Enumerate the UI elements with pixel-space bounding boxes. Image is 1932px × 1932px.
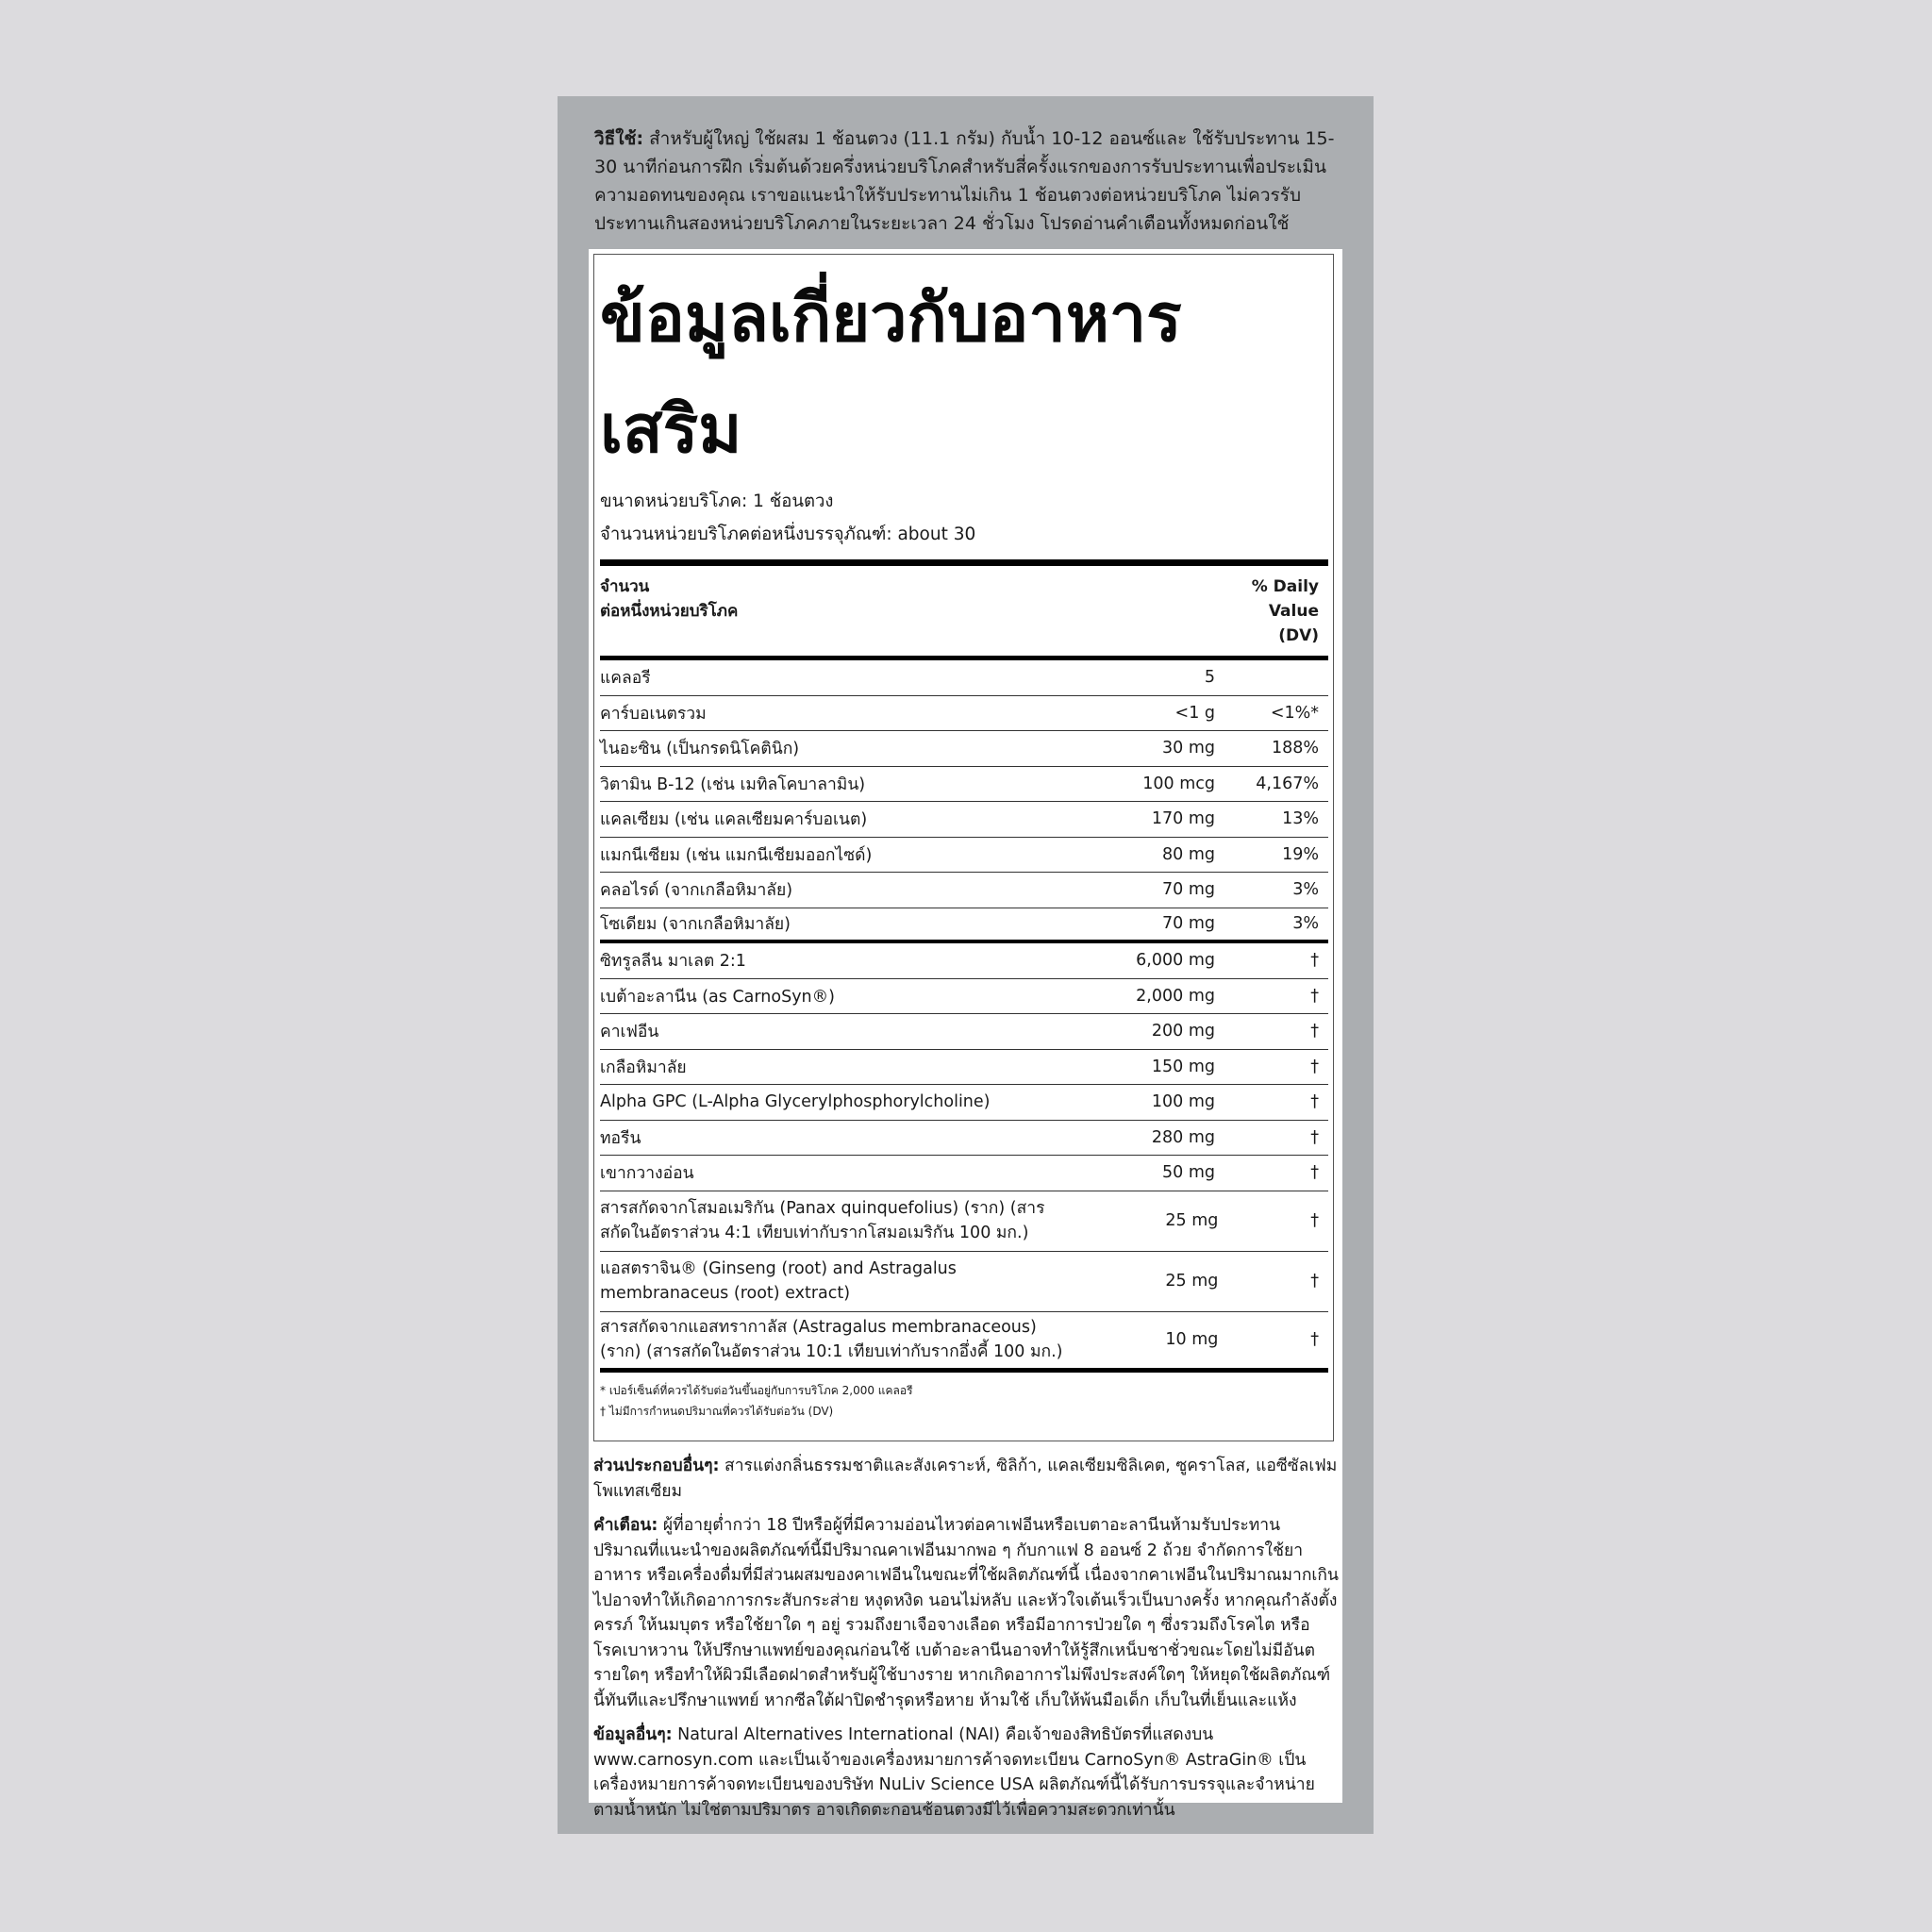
ingredient-amount: 280 mg xyxy=(1151,1127,1215,1147)
table-row xyxy=(600,838,1328,874)
ingredient-name: เกลือหิมาลัย xyxy=(600,1058,687,1077)
footnote-dv-not-established: † ไม่มีการกำหนดปริมาณที่ควรได้รับต่อวัน (DV) xyxy=(600,1404,834,1418)
nutrient-amount: 5 xyxy=(1204,668,1215,688)
table-row xyxy=(600,1312,1328,1373)
nutrient-name: แมกนีเซียม (เช่น แมกนีเซียมออกไซด์) xyxy=(600,845,873,865)
table-row xyxy=(600,731,1328,767)
amount-per-serving-header xyxy=(600,575,738,650)
table-row xyxy=(600,1050,1328,1086)
table-row xyxy=(600,1191,1328,1252)
table-row xyxy=(600,802,1328,838)
nutrient-dv: 19% xyxy=(1282,844,1319,864)
nutrient-dv: 3% xyxy=(1292,914,1319,934)
facts-title-line1: ข้อมูลเกี่ยวกับอาหาร xyxy=(600,279,1182,357)
nutrient-dv: 4,167% xyxy=(1256,774,1319,793)
nutrient-amount: 70 mg xyxy=(1162,880,1215,900)
servings-per-container: จำนวนหน่วยบริโภคต่อหนึ่งบรรจุภัณฑ์: about 30 xyxy=(600,525,976,544)
other-ingredients-text: สารแต่งกลิ่นธรรมชาติและสังเคราะห์, ซิลิก้า, แคลเซียมซิลิเคต, ซูคราโลส, แอซีซัลเฟมโพแทสเซียม xyxy=(593,1457,1338,1501)
warning xyxy=(593,1513,1339,1713)
ingredient-amount: 200 mg xyxy=(1151,1022,1215,1041)
table-row xyxy=(600,1156,1328,1191)
daily-value-header xyxy=(1252,575,1319,650)
ingredient-name: เขากวางอ่อน xyxy=(600,1164,694,1184)
table-row xyxy=(600,1252,1328,1312)
nutrient-dv: <1%* xyxy=(1270,703,1319,723)
table-row xyxy=(600,696,1328,732)
nutrient-name: วิตามิน B-12 (เช่น เมทิลโคบาลามิน) xyxy=(600,774,866,794)
ingredient-name: สารสกัดจากโสมอเมริกัน (Panax quinquefolius) (ราก) (สารสกัดในอัตราส่วน 4:1 เทียบเท่ากับรากโสมอเมริกัน 100 มก.) xyxy=(600,1199,1045,1242)
ingredient-amount: 100 mg xyxy=(1151,1092,1215,1112)
facts-title xyxy=(600,262,1328,485)
ingredient-amount: 150 mg xyxy=(1151,1057,1215,1076)
directions-body: สำหรับผู้ใหญ่ ใช้ผสม 1 ช้อนตวง (11.1 กรัม) กับน้ำ 10-12 ออนซ์และ ใช้รับประทาน 15-30 นาทีก่อนการฝึก เริ่มต้นด้วยครึ่งหน่วยบริโภคสำหรับสี่ครั้งแรกของการรับประทานเพื่อประเมินความอดทนของคุณ เราขอแนะนำให้รับประทานไม่เกิน 1 ช้อนตวงต่อหน่วยบริโภค ไม่ควรรับประทานเกินสองหน่วยบริโภคภายในระยะเวลา 24 ชั่วโมง โปรดอ่านคำเตือนทั้งหมดก่อนใช้ xyxy=(594,128,1335,234)
ingredient-dv: † xyxy=(1310,1127,1319,1147)
table-row xyxy=(600,873,1328,908)
nutrient-amount: 100 mcg xyxy=(1142,774,1215,793)
ingredient-dv: † xyxy=(1310,1092,1319,1112)
ingredient-amount: 25 mg xyxy=(1165,1272,1219,1291)
divider-thick xyxy=(600,559,1328,566)
ingredient-dv: † xyxy=(1310,951,1319,971)
nutrient-amount: 80 mg xyxy=(1162,844,1215,864)
ingredient-dv: † xyxy=(1310,986,1319,1006)
table-row xyxy=(600,908,1328,944)
warning-label: คำเตือน: xyxy=(593,1516,658,1535)
dv-header-line3: (DV) xyxy=(1278,626,1319,645)
table-row xyxy=(600,1121,1328,1157)
amount-header-line2: ต่อหนึ่งหน่วยบริโภค xyxy=(600,602,739,621)
ingredient-dv: † xyxy=(1310,1330,1319,1349)
ingredient-amount: 2,000 mg xyxy=(1136,986,1215,1006)
supplement-facts-box xyxy=(593,254,1334,1441)
additional-info xyxy=(593,1454,1339,1832)
ingredient-dv: † xyxy=(1310,1211,1319,1230)
footnotes xyxy=(600,1373,1328,1422)
ingredient-name: ทอรีน xyxy=(600,1128,641,1148)
nutrient-amount: <1 g xyxy=(1174,703,1215,723)
ingredient-amount: 50 mg xyxy=(1162,1163,1215,1183)
facts-title-line2: เสริม xyxy=(600,391,742,468)
ingredient-name: ซิทรูลลีน มาเลต 2:1 xyxy=(600,952,746,972)
warning-text: ผู้ที่อายุต่ำกว่า 18 ปีหรือผู้ที่มีความอ่อนไหวต่อคาเฟอีนหรือเบตาอะลานีนห้ามรับประทาน ปริมาณที่แนะนำของผลิตภัณฑ์นี้มีปริมาณคาเฟอีนมากพอ ๆ กับกาแฟ 8 ออนซ์ 2 ถ้วย จำกัดการใช้ยา อาหาร หรือเครื่องดื่มที่มีส่วนผสมของคาเฟอีนในขณะที่ใช้ผลิตภัณฑ์นี้ เนื่องจากคาเฟอีนในปริมาณมากเกินไปอาจทำให้เกิดอาการกระสับกระส่าย หงุดหงิด นอนไม่หลับ และหัวใจเต้นเร็วเป็นบางครั้ง หากคุณกำลังตั้งครรภ์ ให้นมบุตร หรือใช้ยาใด ๆ อยู่ รวมถึงยาเจือจางเลือด หรือมีอาการป่วยใด ๆ ซึ่งรวมถึงโรคไต หรือโรคเบาหวาน ให้ปรึกษาแพทย์ของคุณก่อนใช้ เบต้าอะลานีนอาจทำให้รู้สึกเหน็บชาชั่วขณะโดยไม่มีอันตรายใดๆ หรือทำให้ผิวมีเลือดฝาดสำหรับผู้ใช้บางราย หากเกิดอาการไม่พึงประสงค์ใดๆ ให้หยุดใช้ผลิตภัณฑ์นี้ทันทีและปรึกษาแพทย์ หากซีลใต้ฝาปิดชำรุดหรือหาย ห้ามใช้ เก็บให้พ้นมือเด็ก เก็บในที่เย็นและแห้ง xyxy=(593,1516,1339,1710)
table-row xyxy=(600,979,1328,1015)
amount-header-line1: จำนวน xyxy=(600,577,650,596)
other-info-text: Natural Alternatives International (NAI) คือเจ้าของสิทธิบัตรที่แสดงบน www.carnosyn.com และเป็นเจ้าของเครื่องหมายการค้าจดทะเบียน CarnoSyn® AstraGin® เป็นเครื่องหมายการค้าจดทะเบียนของบริษัท NuLiv Science USA ผลิตภัณฑ์นี้ได้รับการบรรจุและจำหน่ายตามน้ำหนัก ไม่ใช่ตามปริมาตร อาจเกิดตะกอนช้อนตวงมีไว้เพื่อความสะดวกเท่านั้น xyxy=(593,1725,1315,1820)
ingredient-dv: † xyxy=(1310,1163,1319,1183)
ingredient-amount: 25 mg xyxy=(1165,1211,1219,1230)
nutrient-amount: 30 mg xyxy=(1162,739,1215,758)
nutrient-dv: 3% xyxy=(1292,880,1319,900)
other-ingredients-label: ส่วนประกอบอื่นๆ: xyxy=(593,1457,720,1475)
ingredient-dv: † xyxy=(1310,1022,1319,1041)
facts-table-header xyxy=(600,566,1328,656)
ingredient-name: คาเฟอีน xyxy=(600,1023,659,1042)
ingredient-name: Alpha GPC (L-Alpha Glycerylphosphorylcholine) xyxy=(600,1092,991,1112)
nutrient-amount: 70 mg xyxy=(1162,914,1215,934)
label-white-area xyxy=(589,249,1342,1820)
other-info-label: ข้อมูลอื่นๆ: xyxy=(593,1725,673,1744)
dv-header-line1: % Daily xyxy=(1251,577,1319,596)
other-info xyxy=(593,1723,1339,1823)
ingredient-dv: † xyxy=(1310,1057,1319,1076)
nutrient-name: คลอไรด์ (จากเกลือหิมาลัย) xyxy=(600,881,793,901)
ingredient-rows xyxy=(600,943,1328,1373)
nutrient-name: แคลเซียม (เช่น แคลเซียมคาร์บอเนต) xyxy=(600,810,868,830)
ingredient-dv: † xyxy=(1310,1272,1319,1291)
ingredient-name: สารสกัดจากแอสทรากาลัส (Astragalus membranaceous) (ราก) (สารสกัดในอัตราส่วน 10:1 เทียบเท่ากับรากอึ่งคี้ 100 มก.) xyxy=(600,1318,1063,1361)
other-ingredients xyxy=(593,1454,1339,1504)
table-row xyxy=(600,1085,1328,1121)
nutrient-dv: 13% xyxy=(1282,809,1319,829)
nutrient-name: แคลอรี xyxy=(600,669,651,689)
nutrient-name: ไนอะซิน (เป็นกรดนิโคตินิก) xyxy=(600,740,800,759)
ingredient-amount: 10 mg xyxy=(1165,1330,1219,1349)
directions-label: วิธีใช้: xyxy=(594,128,644,149)
ingredient-name: แอสตราจิน® (Ginseng (root) and Astragalus membranaceus (root) extract) xyxy=(600,1259,957,1303)
nutrient-rows xyxy=(600,660,1328,943)
directions-text xyxy=(594,125,1340,238)
footnote-daily-value-basis: * เปอร์เซ็นต์ที่ควรได้รับต่อวันขึ้นอยู่กับการบริโภค 2,000 แคลอรี xyxy=(600,1383,913,1397)
table-row xyxy=(600,943,1328,979)
table-row xyxy=(600,660,1328,696)
table-row xyxy=(600,1014,1328,1050)
nutrient-name: คาร์บอเนตรวม xyxy=(600,704,707,724)
nutrient-dv: 188% xyxy=(1271,739,1319,758)
ingredient-amount: 6,000 mg xyxy=(1136,951,1215,971)
dv-header-line2: Value xyxy=(1268,602,1319,621)
ingredient-name: เบต้าอะลานีน (as CarnoSyn®) xyxy=(600,987,835,1007)
supplement-label-panel xyxy=(558,96,1374,1834)
nutrient-amount: 170 mg xyxy=(1151,809,1215,829)
serving-size: ขนาดหน่วยบริโภค: 1 ช้อนตวง xyxy=(600,491,834,511)
nutrient-name: โซเดียม (จากเกลือหิมาลัย) xyxy=(600,915,791,935)
table-row xyxy=(600,767,1328,803)
